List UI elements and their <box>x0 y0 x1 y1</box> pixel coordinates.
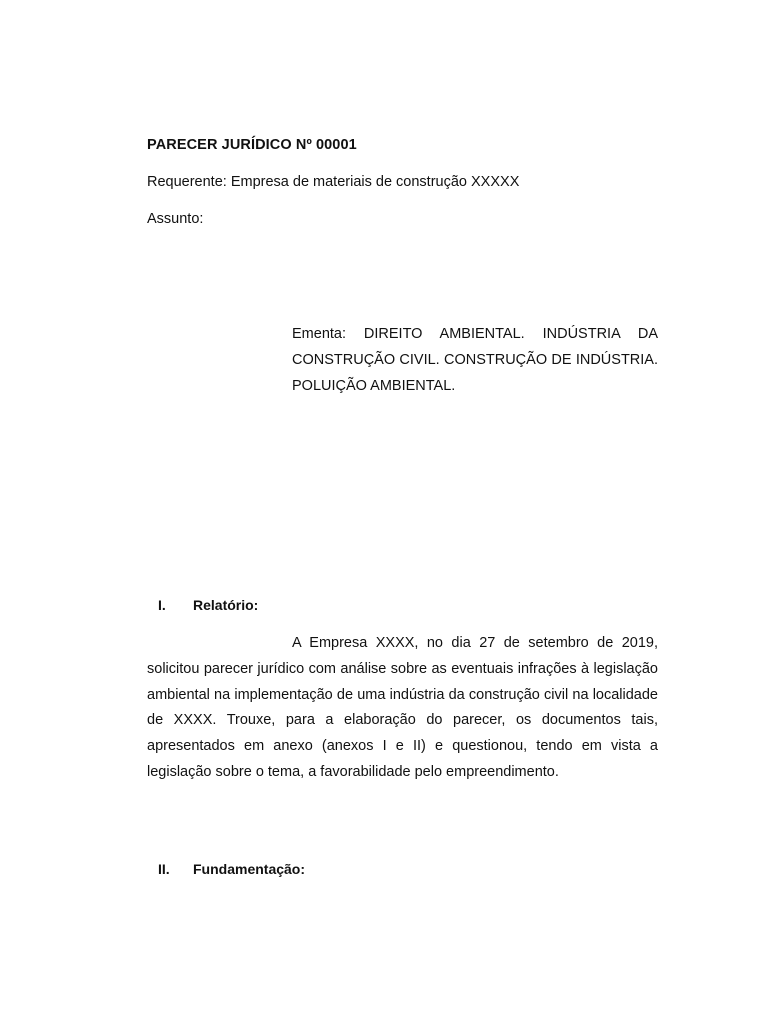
assunto-line: Assunto: <box>147 211 204 227</box>
section-title: Fundamentação: <box>193 861 306 877</box>
requerente-line: Requerente: Empresa de materiais de construção XXXXX <box>147 174 520 190</box>
section-number: I. <box>158 597 166 613</box>
relatorio-paragraph: A Empresa XXXX, no dia 27 de setembro de 2019, solicitou parecer jurídico com análise sobre as eventuais infrações à legislação ambiental na implementação de uma indústria da construção civil na localidade de XXXX. Trouxe, para a elaboração do parecer, os documentos tais, apresentados em anexo (anexos I e II) e questionou, tendo em vista a legislação sobre o tema, a favorabilidade pelo empreendimento. <box>147 635 658 780</box>
section-number: II. <box>158 861 170 877</box>
section-title: Relatório: <box>193 597 259 613</box>
document-title: PARECER JURÍDICO Nº 00001 <box>147 137 357 153</box>
section-heading-fundamentacao <box>158 861 305 877</box>
section-heading-relatorio <box>158 597 258 613</box>
ementa-block: Ementa: DIREITO AMBIENTAL. INDÚSTRIA DA CONSTRUÇÃO CIVIL. CONSTRUÇÃO DE INDÚSTRIA. POLUIÇÃO AMBIENTAL. <box>292 326 658 394</box>
